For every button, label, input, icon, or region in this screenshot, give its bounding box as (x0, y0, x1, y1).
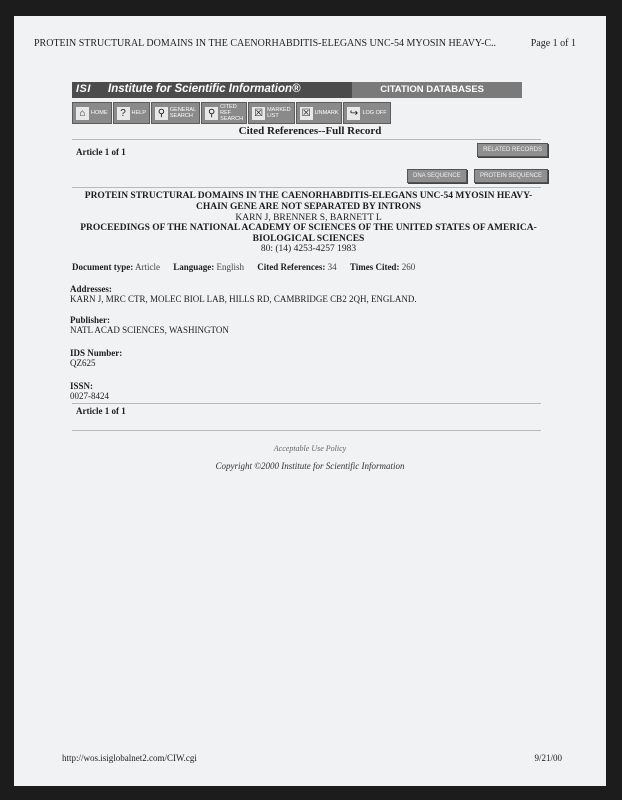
printed-page (14, 16, 606, 786)
log-off-button[interactable]: ↪ LOG OFF (343, 102, 390, 124)
isi-logo: ISI (76, 83, 91, 95)
citation-databases-label: CITATION DATABASES (352, 82, 522, 98)
article-counter-top: Article 1 of 1 (76, 147, 126, 157)
cited-ref-search-button[interactable]: ⚲ CITED REF SEARCH (201, 102, 247, 124)
language-value: English (216, 262, 245, 272)
general-search-button[interactable]: ⚲ GENERAL SEARCH (151, 102, 200, 124)
unmark-icon: ☒ (300, 107, 313, 120)
publisher-label: Publisher: (70, 315, 111, 325)
protein-sequence-button[interactable]: PROTEIN SEQUENCE (474, 169, 548, 183)
related-records-button[interactable]: RELATED RECORDS (477, 143, 548, 157)
print-header (34, 38, 576, 49)
dna-sequence-button[interactable]: DNA SEQUENCE (407, 169, 467, 183)
divider (72, 403, 541, 404)
unmark-button[interactable]: ☒ UNMARK (296, 102, 343, 124)
record-authors: KARN J, BRENNER S, BARNETT L (235, 213, 382, 223)
help-button[interactable]: ? HELP (113, 102, 150, 124)
door-icon: ↪ (347, 107, 360, 120)
print-header-page-info: Page 1 of 1 (530, 38, 576, 49)
addresses-label: Addresses: (70, 284, 112, 294)
ids-number-label: IDS Number: (70, 348, 123, 358)
divider (72, 139, 541, 140)
magnifier-icon: ⚲ (155, 107, 168, 120)
institute-name: Institute for Scientific Information® (108, 83, 301, 95)
record-citation: 80: (14) 4253-4257 1983 (260, 244, 357, 254)
marked-list-button[interactable]: ☒ MARKED LIST (248, 102, 295, 124)
help-icon: ? (117, 107, 130, 120)
document-type-value: Article (135, 262, 161, 272)
print-header-title: PROTEIN STRUCTURAL DOMAINS IN THE CAENORHABDITIS-ELEGANS UNC-54 MYOSIN HEAVY-C.. (34, 38, 497, 49)
page-title: Cited References--Full Record (238, 125, 382, 137)
print-footer-date: 9/21/00 (534, 753, 562, 763)
issn-label: ISSN: (70, 381, 94, 391)
home-button[interactable]: ⌂ HOME (72, 102, 112, 124)
article-counter-bottom: Article 1 of 1 (76, 406, 126, 416)
times-cited-link[interactable]: 260 (401, 262, 416, 272)
acceptable-use-policy-link[interactable]: Acceptable Use Policy (273, 444, 347, 453)
magnifier-icon: ⚲ (205, 107, 218, 120)
record-title: PROTEIN STRUCTURAL DOMAINS IN THE CAENORHABDITIS-ELEGANS UNC-54 MYOSIN HEAVY- CHAIN GENE ARE NOT SEPARATED BY INTRONS (84, 191, 533, 212)
isi-banner (72, 82, 522, 98)
copyright-notice: Copyright ©2000 Institute for Scientific Information (215, 461, 405, 471)
cited-references-link[interactable]: 34 (327, 262, 337, 272)
nav-toolbar (72, 102, 391, 124)
divider (72, 430, 541, 431)
record-journal: PROCEEDINGS OF THE NATIONAL ACADEMY OF SCIENCES OF THE UNITED STATES OF AMERICA- BIOLOGICAL SCIENCES (80, 223, 537, 244)
ids-number-value: QZ625 (70, 358, 96, 368)
issn-value: 0027-8424 (70, 391, 109, 401)
record-meta-line: Document type: Article Language: English Cited References: 34 Times Cited: 260 (72, 262, 416, 272)
print-footer-url: http://wos.isiglobalnet2.com/CIW.cgi (62, 753, 197, 763)
checkbox-list-icon: ☒ (252, 107, 265, 120)
isi-link[interactable]: Institute for Scientific Information (281, 461, 405, 471)
addresses-value: KARN J, MRC CTR, MOLEC BIOL LAB, HILLS RD, CAMBRIDGE CB2 2QH, ENGLAND. (70, 294, 417, 304)
home-icon: ⌂ (76, 107, 89, 120)
publisher-value: NATL ACAD SCIENCES, WASHINGTON (70, 325, 229, 335)
divider (72, 187, 541, 188)
